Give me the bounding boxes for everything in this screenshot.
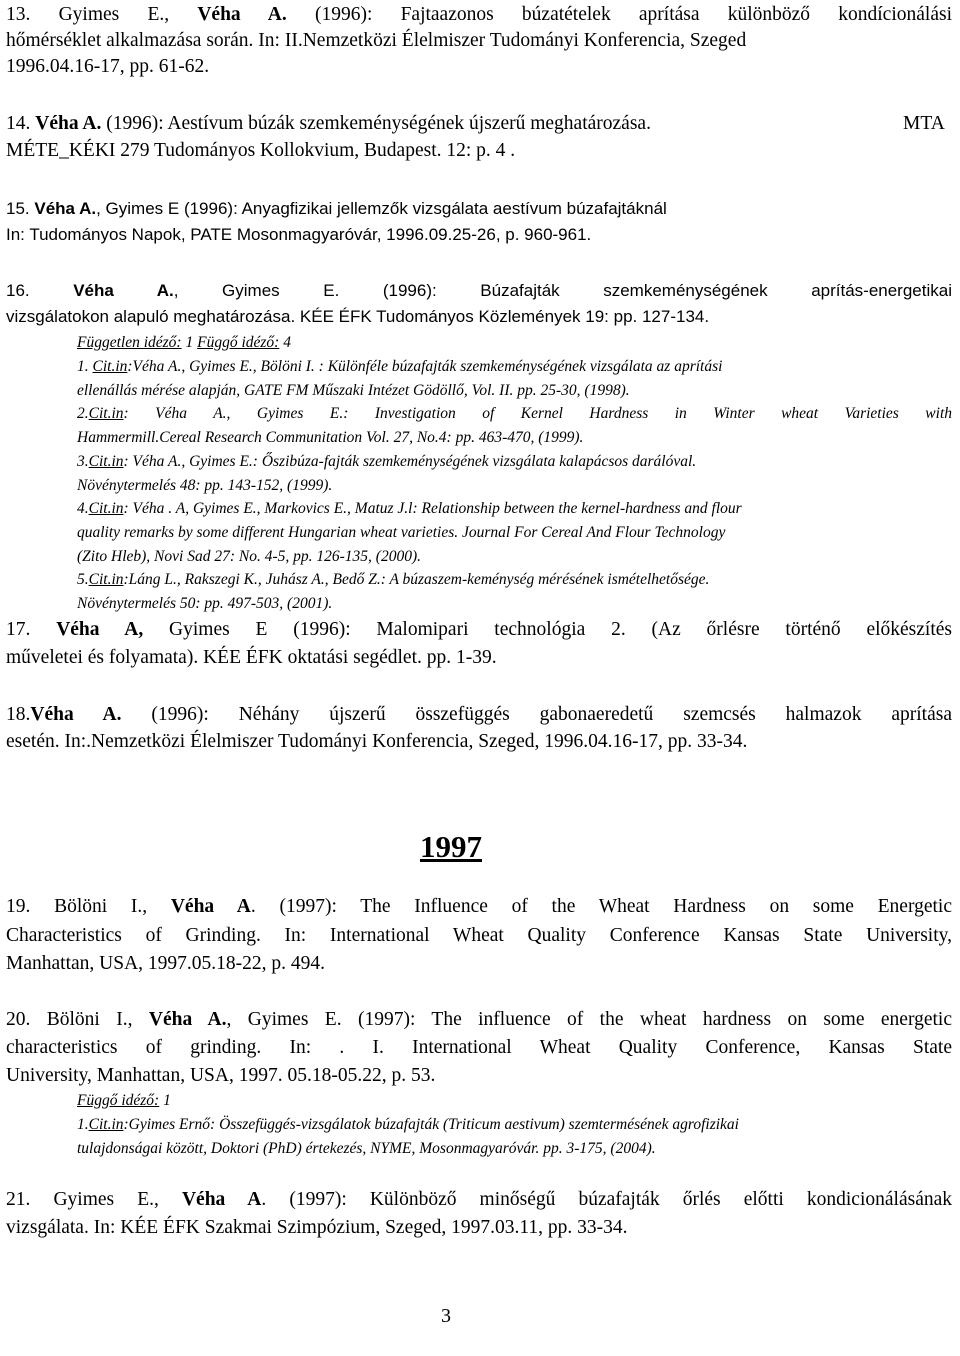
ref-20-citation-header: Függő idéző: 1 [77, 1092, 171, 1109]
ref-18-line-2: esetén. In:.Nemzetközi Élelmiszer Tudományi Konferencia, Szeged, 1996.04.16-17, pp. 33-34. [6, 731, 748, 752]
ref-16-citation-2-line-1: 2.Cit.in: Véha A., Gyimes E.: Investigation of Kernel Hardness in Winter wheat Varieties with [77, 405, 952, 422]
ref-16-citation-3-line-2: Növénytermelés 48: pp. 143-152, (1999). [77, 477, 333, 494]
ref-16-citation-4-line-3: (Zito Hleb), Novi Sad 27: No. 4-5, pp. 126-135, (2000). [77, 548, 421, 565]
ref-17-line-2: műveletei és folyamata). KÉE ÉFK oktatási segédlet. pp. 1-39. [6, 647, 497, 668]
ref-13-line-2: hőmérséklet alkalmazása során. In: II.Nemzetközi Élelmiszer Tudományi Konferencia, Szeged [6, 30, 747, 51]
ref-14-mta: MTA [903, 113, 945, 134]
ref-16-line-2: vizsgálatokon alapuló meghatározása. KÉE ÉFK Tudományos Közlemények 19: pp. 127-134. [6, 307, 710, 326]
ref-13-line-1: 13. Gyimes E., Véha A. (1996): Fajtaazonos búzatételek aprítása különböző kondícionálási [6, 4, 952, 25]
ref-20-line-2: characteristics of grinding. In: . I. International Wheat Quality Conference, Kansas State [6, 1037, 952, 1058]
ref-16-line-1: 16. Véha A., Gyimes E. (1996): Búzafajták szemkeménységének aprítás-energetikai [6, 281, 952, 300]
ref-14-line-2: MÉTE_KÉKI 279 Tudományos Kollokvium, Budapest. 12: p. 4 . [6, 140, 516, 161]
ref-19-line-3: Manhattan, USA, 1997.05.18-22, p. 494. [6, 953, 326, 974]
ref-19-line-2: Characteristics of Grinding. In: International Wheat Quality Conference Kansas State University, [6, 925, 952, 946]
ref-21-line-1: 21. Gyimes E., Véha A. (1997): Különböző minőségű búzafajták őrlés előtti kondicionálásának [6, 1189, 953, 1210]
year-heading: 1997 [420, 829, 482, 864]
ref-20-line-1: 20. Bölöni I., Véha A., Gyimes E. (1997): The influence of the wheat hardness on some energetic [6, 1009, 952, 1030]
ref-20-line-3: University, Manhattan, USA, 1997. 05.18-05.22, p. 53. [6, 1065, 436, 1086]
ref-16-citation-5-line-1: 5.Cit.in:Láng L., Rakszegi K., Juhász A., Bedő Z.: A búzaszem-keménység mérésének ismételhetősége. [77, 571, 710, 588]
ref-19-line-1: 19. Bölöni I., Véha A. (1997): The Influence of the Wheat Hardness on some Energetic [6, 896, 952, 917]
ref-15-line-2: In: Tudományos Napok, PATE Mosonmagyaróvár, 1996.09.25-26, p. 960-961. [6, 225, 592, 244]
ref-16-citation-1-line-1: 1. Cit.in:Véha A., Gyimes E., Bölöni I. : Különféle búzafajták szemkeménységének vizsgálata az aprítási [77, 358, 723, 375]
ref-21-line-2: vizsgálata. In: KÉE ÉFK Szakmai Szimpózium, Szeged, 1997.03.11, pp. 33-34. [6, 1217, 628, 1238]
ref-16-citation-4-line-1: 4.Cit.in: Véha . A, Gyimes E., Markovics E., Matuz J.l: Relationship between the kernel-hardness and flour [77, 500, 742, 517]
ref-17-line-1: 17. Véha A, Gyimes E (1996): Malomipari technológia 2. (Az őrlésre történő előkészítés [6, 619, 952, 640]
ref-16-citation-4-line-2: quality remarks by some different Hungarian wheat varieties. Journal For Cereal And Flour Technology [77, 524, 726, 541]
ref-16-citation-2-line-2: Hammermill.Cereal Research Communitation Vol. 27, No.4: pp. 463-470, (1999). [77, 429, 584, 446]
ref-13-line-3: 1996.04.16-17, pp. 61-62. [6, 56, 210, 77]
ref-16-citation-1-line-2: ellenállás mérése alapján, GATE FM Műszaki Intézet Gödöllő, Vol. II. pp. 25-30, (1998). [77, 382, 630, 399]
ref-20-citation-1-line-2: tulajdonságai között, Doktori (PhD) értekezés, NYME, Mosonmagyaróvár. pp. 3-175, (2004). [77, 1140, 656, 1157]
ref-16-citation-header: Független idéző: 1 Függő idéző: 4 [77, 334, 291, 351]
page-number: 3 [441, 1305, 451, 1327]
ref-18-line-1: 18.Véha A. (1996): Néhány újszerű összefüggés gabonaeredetű szemcsés halmazok aprítása [6, 704, 952, 725]
ref-16-citation-3-line-1: 3.Cit.in: Véha A., Gyimes E.: Őszibúza-fajták szemkeménységének vizsgálata kalapácsos darálóval. [77, 453, 697, 470]
ref-15-line-1: 15. Véha A., Gyimes E (1996): Anyagfizikai jellemzők vizsgálata aestívum búzafajtáknál [6, 199, 667, 218]
ref-20-citation-1-line-1: 1.Cit.in:Gyimes Ernő: Összefüggés-vizsgálatok búzafajták (Triticum aestivum) szemtermésének agrofizikai [77, 1116, 739, 1133]
ref-14-line-1: 14. Véha A. (1996): Aestívum búzák szemkeménységének újszerű meghatározása. [6, 113, 651, 134]
ref-16-citation-5-line-2: Növénytermelés 50: pp. 497-503, (2001). [77, 595, 333, 612]
